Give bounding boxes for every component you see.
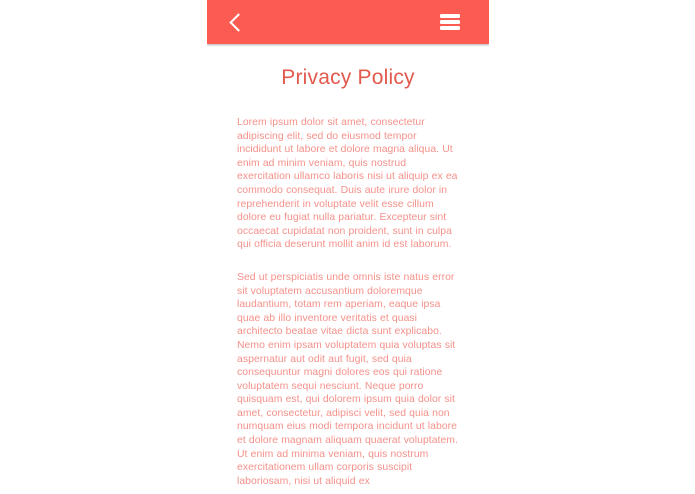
- document-content: [207, 44, 489, 488]
- back-button[interactable]: [216, 0, 256, 44]
- app-bar: [207, 0, 489, 44]
- mobile-screen: [207, 0, 489, 494]
- policy-paragraph-1: Lorem ipsum dolor sit amet, consectetur adipiscing elit, sed do eiusmod tempor incididunt ut labore et dolore magna aliqua. Ut enim ad minim veniam, quis nostrud exercitation ullamco laboris nisi ut aliquip ex ea commodo consequat. Duis aute irure dolor in reprehenderit in voluptate velit esse cillum dolore eu fugiat nulla pariatur. Excepteur sint occaecat cupidatat non proident, sunt in culpa qui officia deserunt mollit anim id est laborum.: [237, 117, 458, 251]
- hamburger-menu-icon-bar-2: [440, 20, 460, 24]
- hamburger-menu-button[interactable]: [433, 0, 467, 44]
- chevron-left-icon: [229, 13, 247, 31]
- policy-paragraph-2: Sed ut perspiciatis unde omnis iste natus error sit voluptatem accusantium doloremque laudantium, totam rem aperiam, eaque ipsa quae ab illo inventore veritatis et quasi architecto beatae vitae dicta sunt explicabo. Nemo enim ipsam voluptatem quia voluptas sit aspernatur aut odit aut fugit, sed quia consequuntur magni dolores eos qui ratione voluptatem sequi nesciunt. Neque porro quisquam est, qui dolorem ipsum quia dolor sit amet, consectetur, adipisci velit, sed quia non numquam eius modi tempora incidunt ut labore et dolore magnam aliquam quaerat voluptatem. Ut enim ad minima veniam, quis nostrum exercitationem ullam corporis suscipit laboriosam, nisi ut aliquid ex: [237, 271, 458, 487]
- hamburger-menu-icon-bar-1: [440, 14, 460, 18]
- hamburger-menu-icon-bar-3: [440, 26, 460, 30]
- page-title: Privacy Policy: [281, 66, 415, 89]
